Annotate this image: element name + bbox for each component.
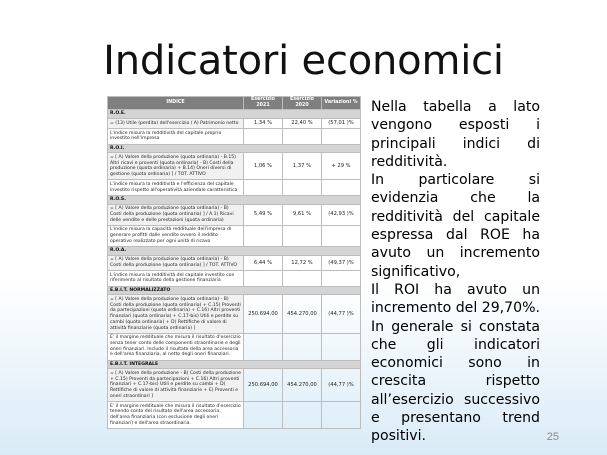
value-variation: (42,93 )% <box>322 204 361 225</box>
value-2020: 12,72 % <box>283 255 322 270</box>
table-row <box>108 204 361 225</box>
section-ros <box>108 195 361 204</box>
value-2020: 1,37 % <box>283 153 322 180</box>
table-row <box>108 129 361 144</box>
section-roe <box>108 109 361 118</box>
page-number: 25 <box>546 431 559 443</box>
table-row <box>108 255 361 270</box>
formula-cell: = [ A) Valore della produzione - B) Costi della produzione + C.15) Proventi da partecipazioni + C.16) Altri proventi finanziari + C.17-bis) Utili e perdite su cambi + D) Rettifiche di valore di attività finanziarie + E) Proventi e oneri straordinari ] <box>108 369 244 402</box>
section-ebit-normalizzato <box>108 286 361 295</box>
value-variation: (44,77 )% <box>322 369 361 402</box>
value-2021: 250.694,00 <box>244 369 283 402</box>
value-variation: (44,77 )% <box>322 295 361 333</box>
side-paragraph: In generale si constata che gli indicatori economici sono in crescita rispetto all’esercizio successivo e presentano trend positivi. <box>371 318 540 445</box>
table-row <box>108 180 361 195</box>
value-variation: (57,01 )% <box>322 118 361 129</box>
section-label: E.B.I.T. NORMALIZZATO <box>108 286 361 295</box>
note-cell: L'indice misura la redditività del capitale investito con riferimento al risultato della gestione finanziaria <box>108 271 244 286</box>
value-2021: 1,06 % <box>244 153 283 180</box>
note-cell: E' il margine reddituale che misura il risultato d'esercizio senza tener conto delle componenti straordinarie e degli oneri finanziari. Include il risultato della area accessoria e dell'area finanziaria, al netto degli oneri finanziari. <box>108 333 244 360</box>
slide-title: Indicatori economici <box>103 38 504 84</box>
table-row <box>108 333 361 360</box>
note-cell: L'indice misura la redditività del capitale proprio investito nell'impresa <box>108 129 244 144</box>
value-variation: (49,37 )% <box>322 255 361 270</box>
side-paragraph: In particolare si evidenzia che la redditività del capitale espressa dal ROE ha avuto un incremento significativo, <box>371 172 540 280</box>
value-2020: 454.270,00 <box>283 369 322 402</box>
formula-cell: = [ A) Valore della produzione (quota ordinaria) - B) Costi della produzione (quota ordinaria) + C.15) Proventi da partecipazioni (quota ordinaria) + C.16) Altri proventi finanziari (quota ordinaria) + C.17-bis) Utili e perdite su cambi (quota ordinaria) + D) Rettifiche di valore di attività finanziarie (quota ordinaria) ] <box>108 295 244 333</box>
table-row <box>108 118 361 129</box>
note-cell: E' il margine reddituale che misura il risultato d'esercizio tenendo conto del risultato dell'area accessoria, dell'area finanziaria (con esclusione degli oneri finanziari) e dell'area straordinaria. <box>108 402 244 429</box>
side-commentary <box>371 98 540 446</box>
side-paragraph: Nella tabella a lato vengono esposti i principali indici di redditività. <box>371 99 540 170</box>
table-row <box>108 225 361 246</box>
formula-cell: = (13) Utile (perdita) dell'esercizio / A) Patrimonio netto <box>108 118 244 129</box>
section-label: R.O.I. <box>108 144 361 153</box>
header-variation: Variazioni % <box>322 97 361 110</box>
value-2020: 9,61 % <box>283 204 322 225</box>
header-year-2020: Esercizio 2020 <box>283 97 322 110</box>
value-2021: 250.694,00 <box>244 295 283 333</box>
value-variation: + 29 % <box>322 153 361 180</box>
indicators-table <box>107 96 361 429</box>
header-index: INDICE <box>108 97 244 110</box>
table-row <box>108 295 361 333</box>
value-2021: 1,34 % <box>244 118 283 129</box>
table-row <box>108 153 361 180</box>
table-row <box>108 271 361 286</box>
value-2021: 6,44 % <box>244 255 283 270</box>
value-2021: 5,49 % <box>244 204 283 225</box>
table-row <box>108 369 361 402</box>
formula-cell: = [ A) Valore della produzione (quota ordinaria) - B) Costi della produzione (quota ordinaria) ] / A.1) Ricavi delle vendite e delle prestazioni (quota ordinaria) <box>108 204 244 225</box>
formula-cell: = [ A) Valore della produzione (quota ordinaria) - B) Costi della produzione (quota ordinaria) ] / TOT. ATTIVO <box>108 255 244 270</box>
section-label: R.O.A. <box>108 246 361 255</box>
section-label: E.B.I.T. INTEGRALE <box>108 360 361 369</box>
table-row <box>108 402 361 429</box>
note-cell: L'indice misura la capacità reddituale dell'impresa di generare profitti dalle vendite ovvero il reddito operativo realizzato per ogni unità di ricavo <box>108 225 244 246</box>
value-2020: 454.270,00 <box>283 295 322 333</box>
section-ebit-integrale <box>108 360 361 369</box>
value-2020: 22,40 % <box>283 118 322 129</box>
header-year-2021: Esercizio 2021 <box>244 97 283 110</box>
section-roa <box>108 246 361 255</box>
table-header-row <box>108 97 361 110</box>
note-cell: L'indice misura la redditività e l'efficienza del capitale investito rispetto all'operatività aziendale caratteristica <box>108 180 244 195</box>
side-paragraph: Il ROI ha avuto un incremento del 29,70%. <box>371 281 540 317</box>
section-roi <box>108 144 361 153</box>
section-label: R.O.S. <box>108 195 361 204</box>
section-label: R.O.E. <box>108 109 361 118</box>
formula-cell: = [ A) Valore della produzione (quota ordinaria) - B.15) Altri ricavi e proventi (quota ordinaria) - B) Costi della produzione (quota ordinaria) + B.14) Oneri diversi di gestione (quota ordinaria) ] / TOT. ATTIVO <box>108 153 244 180</box>
